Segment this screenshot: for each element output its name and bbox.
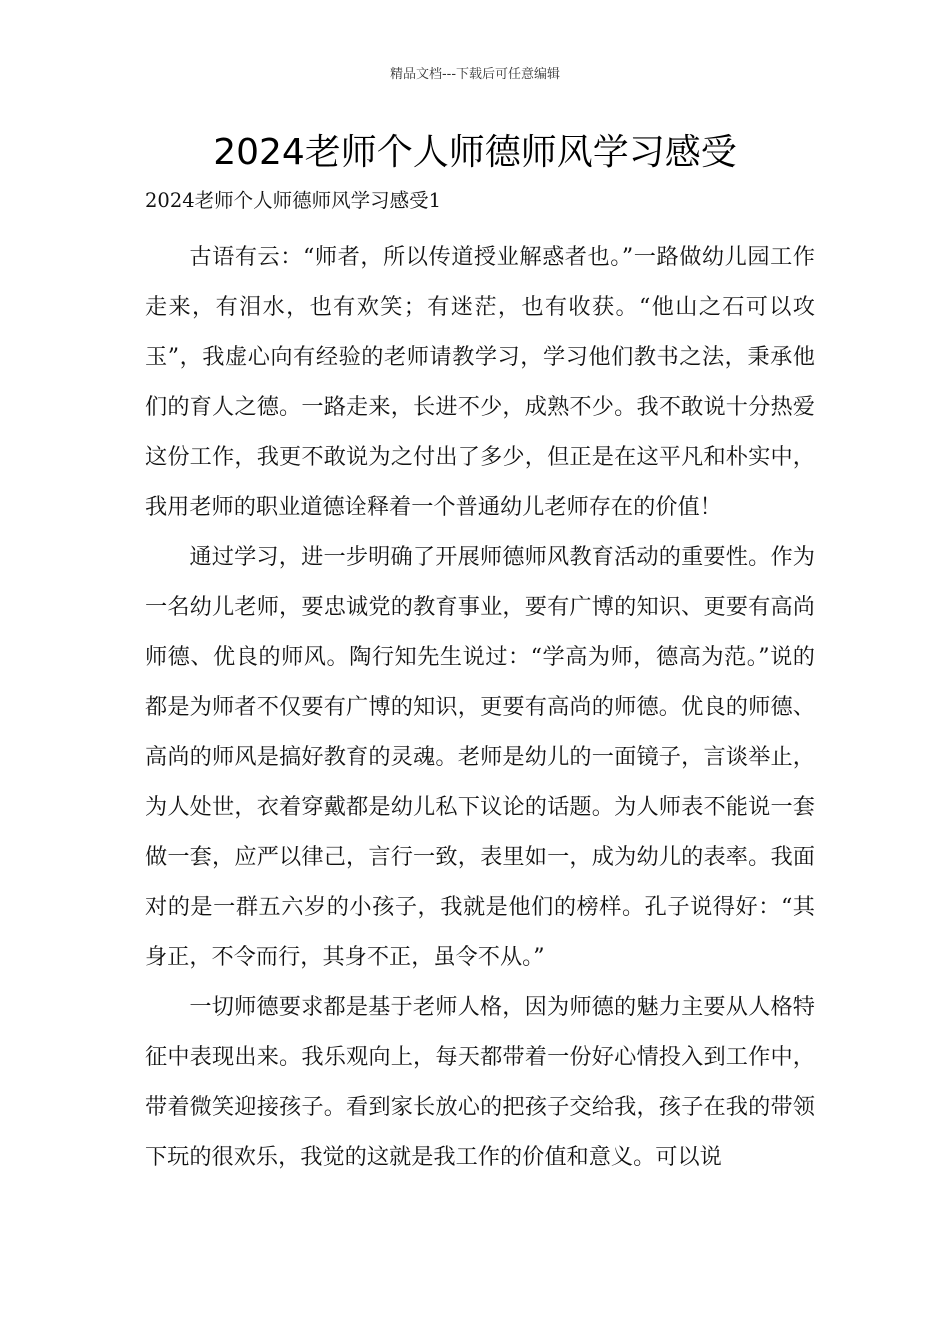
document-body	[145, 232, 815, 1182]
section-heading: 2024老师个人师德师风学习感受1	[145, 189, 442, 212]
page-header: 精品文档---下载后可任意编辑	[389, 67, 561, 82]
paragraph-3: 一切师德要求都是基于老师人格，因为师德的魅力主要从人格特征中表现出来。我乐观向上，每天都带着一份好心情投入到工作中，带着微笑迎接孩子。看到家长放心的把孩子交给我，孩子在我的带领下玩的很欢乐，我觉的这就是我工作的价值和意义。可以说	[145, 994, 815, 1170]
document-title: 2024老师个人师德师风学习感受	[213, 132, 737, 173]
paragraph-2: 通过学习，进一步明确了开展师德师风教育活动的重要性。作为一名幼儿老师，要忠诚党的教育事业，要有广博的知识、更要有高尚师德、优良的师风。陶行知先生说过：“学高为师，德高为范。”说的都是为师者不仅要有广博的知识，更要有高尚的师德。优良的师德、高尚的师风是搞好教育的灵魂。老师是幼儿的一面镜子，言谈举止，为人处世，衣着穿戴都是幼儿私下议论的话题。为人师表不能说一套做一套，应严以律己，言行一致，表里如一，成为幼儿的表率。我面对的是一群五六岁的小孩子，我就是他们的榜样。孔子说得好：“其身正，不令而行，其身不正，虽令不从。”	[145, 544, 815, 970]
paragraph-1: 古语有云：“师者，所以传道授业解惑者也。”一路做幼儿园工作走来，有泪水，也有欢笑；有迷茫，也有收获。“他山之石可以攻玉”，我虚心向有经验的老师请教学习，学习他们教书之法，秉承他们的育人之德。一路走来，长进不少，成熟不少。我不敢说十分热爱这份工作，我更不敢说为之付出了多少，但正是在这平凡和朴实中，我用老师的职业道德诠释着一个普通幼儿老师存在的价值！	[145, 244, 815, 520]
